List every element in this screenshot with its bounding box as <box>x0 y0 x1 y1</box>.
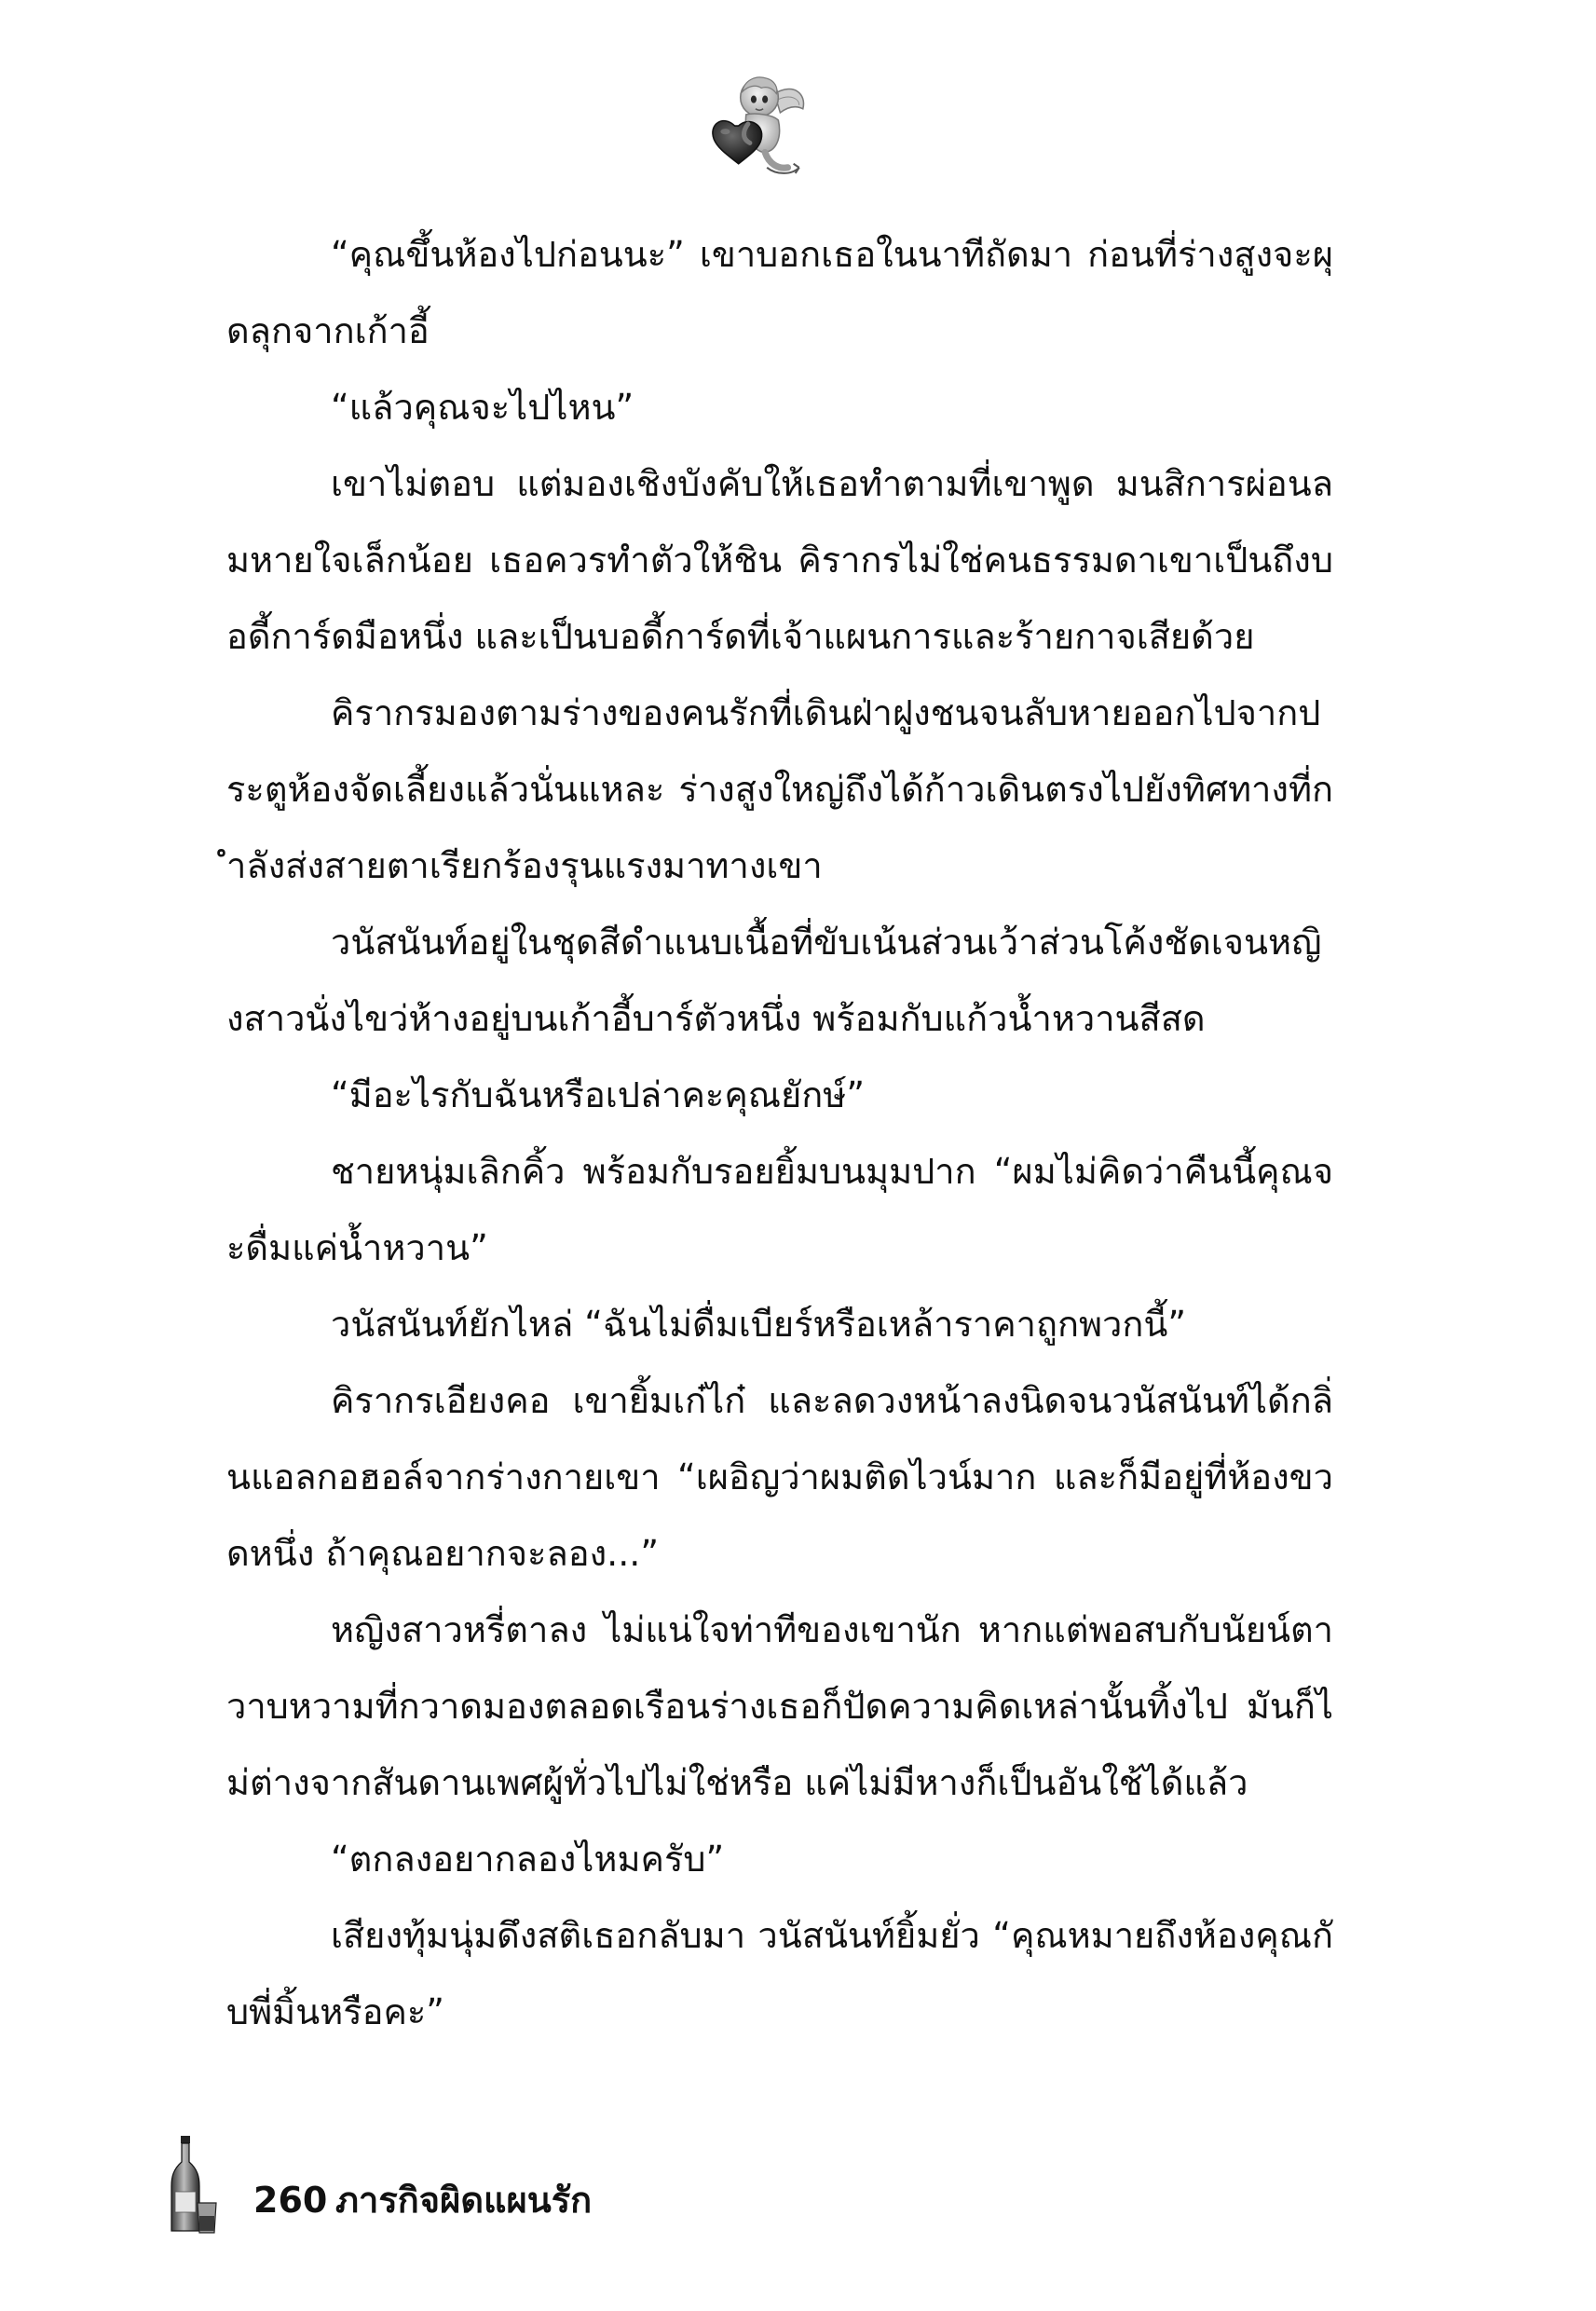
page-number: 260 <box>253 2180 328 2221</box>
cupid-with-heart-icon <box>701 65 814 179</box>
body-text <box>226 216 1333 2050</box>
paragraph: ชายหนุ่มเลิกคิ้ว พร้อมกับรอยยิ้มบนมุมปาก “ผมไม่คิดว่าคืนนี้คุณจะดื่มแค่น้ำหวาน” <box>226 1151 1333 1268</box>
paragraph: “ตกลงอยากลองไหมครับ” <box>331 1839 725 1880</box>
paragraph: คิรากรมองตามร่างของคนรักที่เดินฝ่าฝูงชนจนลับหายออกไปจากประตูห้องจัดเลี้ยงแล้วนั่นแหละ ร่างสูงใหญ่ถึงได้ก้าวเดินตรงไปยังทิศทางที่กำลังส่งสายตาเรียกร้องรุนแรงมาทางเขา <box>226 692 1333 886</box>
paragraph: “มีอะไรกับฉันหรือเปล่าคะคุณยักษ์” <box>331 1074 866 1115</box>
paragraph: คิรากรเอียงคอ เขายิ้มเก๋ไก๋ และลดวงหน้าลงนิดจนวนัสนันท์ได้กลิ่นแอลกอฮอล์จากร่างกายเขา “เผอิญว่าผมติดไวน์มาก และก็มีอยู่ที่ห้องขวดหนึ่ง ถ้าคุณอยากจะลอง...” <box>226 1380 1333 1574</box>
paragraph: เขาไม่ตอบ แต่มองเชิงบังคับให้เธอทำตามที่เขาพูด มนสิการผ่อนลมหายใจเล็กน้อย เธอควรทำตัวให้ชิน คิรากรไม่ใช่คนธรรมดาเขาเป็นถึงบอดี้การ์ดมือหนึ่ง และเป็นบอดี้การ์ดที่เจ้าแผนการและร้ายกาจเสียด้วย <box>226 463 1333 657</box>
paragraph: หญิงสาวหรี่ตาลง ไม่แน่ใจท่าทีของเขานัก หากแต่พอสบกับนัยน์ตาวาบหวามที่กวาดมองตลอดเรือนร่างเธอก็ปัดความคิดเหล่านั้นทิ้งไป มันก็ไม่ต่างจากสันดานเพศผู้ทั่วไปไม่ใช่หรือ แค่ไม่มีหางก็เป็นอันใช้ได้แล้ว <box>226 1609 1333 1803</box>
paragraph: “คุณขึ้นห้องไปก่อนนะ” เขาบอกเธอในนาทีถัดมา ก่อนที่ร่างสูงจะผุดลุกจากเก้าอี้ <box>226 234 1333 351</box>
paragraph: เสียงทุ้มนุ่มดึงสติเธอกลับมา วนัสนันท์ยิ้มยั่ว “คุณหมายถึงห้องคุณกับพี่มิ้นหรือคะ” <box>226 1915 1333 2032</box>
book-title: ภารกิจผิดแผนรัก <box>335 2180 593 2221</box>
page-footer <box>166 2134 818 2246</box>
paragraph: “แล้วคุณจะไปไหน” <box>331 387 634 428</box>
paragraph: วนัสนันท์อยู่ในชุดสีดำแนบเนื้อที่ขับเน้นส่วนเว้าส่วนโค้งชัดเจนหญิงสาวนั่งไขว่ห้างอยู่บนเก้าอี้บาร์ตัวหนึ่ง พร้อมกับแก้วน้ำหวานสีสด <box>226 922 1322 1039</box>
wine-bottle-and-glass-icon <box>166 2134 222 2236</box>
paragraph: วนัสนันท์ยักไหล่ “ฉันไม่ดื่มเบียร์หรือเหล้าราคาถูกพวกนี้” <box>331 1304 1187 1345</box>
